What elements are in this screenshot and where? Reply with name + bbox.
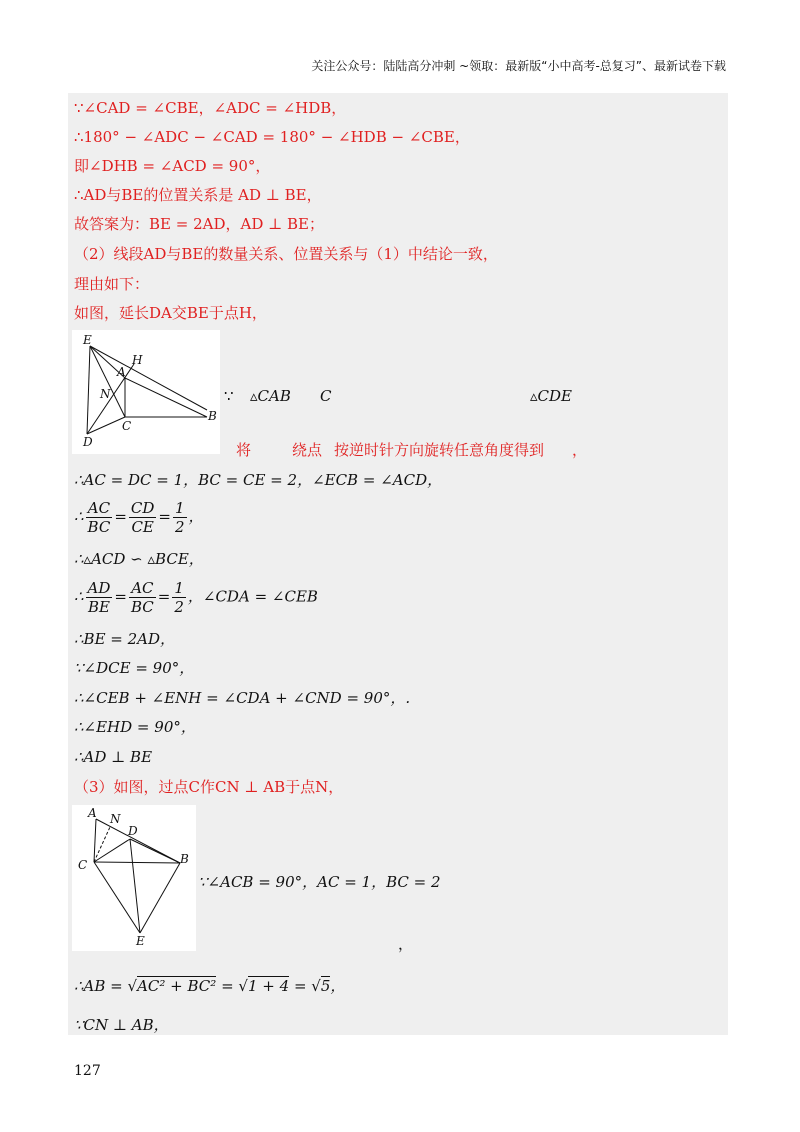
l23-suffix: ， [330, 977, 346, 995]
line-15: ∴BE = 2AD， [74, 630, 176, 648]
line-23: ∴AB = √AC² + BC² = √1 + 4 = √5， [74, 977, 346, 995]
l14-frac-3-den: 2 [174, 598, 184, 616]
fig2-label-N: N [110, 812, 121, 826]
line-24: ∵CN ⊥ AB， [74, 1016, 169, 1034]
line-18: ∴∠EHD = 90°， [74, 718, 196, 736]
fig2-label-E: E [136, 934, 145, 948]
l14-prefix: ∴ [74, 587, 84, 606]
line-3: 即∠DHB = ∠ACD = 90°， [74, 157, 271, 175]
l12-frac-1 [86, 499, 113, 536]
line-5: 故答案为：BE = 2AD，AD ⊥ BE； [74, 215, 324, 233]
fig2-label-D: D [128, 824, 138, 838]
l12-frac-2 [129, 499, 157, 536]
line-10-d: ， [572, 441, 588, 459]
l14-frac-3-num: 1 [174, 579, 184, 597]
line-9-triangle-cde: ▵CDE [530, 387, 572, 405]
line-6: （2）线段AD与BE的数量关系、位置关系与（1）中结论一致， [74, 245, 498, 263]
l14-eq-1: = [114, 587, 127, 606]
l23-radicand-1: AC² + BC² [137, 977, 217, 995]
line-1: ∵∠CAD = ∠CBE，∠ADC = ∠HDB， [74, 99, 347, 117]
fig1-label-C: C [122, 419, 132, 433]
fig1-label-E: E [83, 333, 92, 347]
l14-frac-2-num: AC [129, 579, 156, 598]
line-21: ∵∠ACB = 90°，AC = 1，BC = 2 [198, 873, 441, 891]
page-number: 127 [74, 1063, 101, 1079]
line-16: ∵∠DCE = 90°， [74, 659, 195, 677]
line-2: ∴180° − ∠ADC − ∠CAD = 180° − ∠HDB − ∠CBE， [74, 128, 470, 146]
line-22: ， [398, 935, 414, 953]
fig2-label-C: C [78, 858, 88, 872]
l14-frac-2-den: BC [130, 598, 154, 616]
l14-frac-1-den: BE [87, 598, 110, 616]
l14-frac-2 [129, 579, 156, 616]
l12-frac-2-den: CE [131, 518, 154, 536]
l14-eq-2: = [157, 587, 171, 606]
l23-prefix: ∴AB = [74, 977, 128, 995]
l14-frac-1-num: AD [87, 579, 111, 597]
l23-eq-1: = [216, 977, 239, 995]
fig2-label-A: A [88, 806, 97, 820]
page-header: 关注公众号：陆陆高分冲刺 ~领取：最新版“小中高考-总复习”、最新试卷下载 [311, 59, 726, 73]
l12-frac-3-den: 2 [175, 518, 185, 536]
line-9-point-c: C [320, 387, 332, 405]
l14-frac-1 [86, 579, 113, 616]
l12-frac-1-num: AC [86, 499, 113, 518]
line-9-because: ∵ [224, 387, 234, 405]
l12-eq-1: = [114, 507, 127, 526]
line-17: ∴∠CEB + ∠ENH = ∠CDA + ∠CND = 90°，. [74, 689, 411, 707]
l12-suffix: ， [188, 507, 204, 526]
line-11: ∴AC = DC = 1，BC = CE = 2，∠ECB = ∠ACD， [74, 471, 443, 489]
line-12 [74, 499, 204, 536]
figure-1 [72, 330, 220, 454]
fig1-label-A: A [117, 365, 126, 379]
line-10-a: 将 [236, 441, 252, 459]
l12-eq-2: = [158, 507, 171, 526]
line-14 [74, 579, 318, 616]
l12-frac-3 [173, 499, 187, 536]
fig1-label-B: B [208, 409, 217, 423]
l12-prefix: ∴ [74, 507, 84, 526]
fig2-label-B: B [180, 852, 189, 866]
line-4: ∴AD与BE的位置关系是 AD ⊥ BE， [74, 186, 322, 204]
l23-radicand-2: 1 + 4 [247, 977, 290, 995]
l14-suffix: ，∠CDA = ∠CEB [187, 587, 318, 606]
line-20: （3）如图，过点C作CN ⊥ AB于点N， [74, 778, 344, 796]
line-19: ∴AD ⊥ BE [74, 748, 153, 766]
figure-2 [72, 805, 196, 951]
l14-frac-3 [172, 579, 186, 616]
line-13: ∴▵ACD ∽ ▵BCE， [74, 550, 204, 568]
l12-frac-2-num: CD [130, 499, 155, 517]
fig1-label-H: H [132, 353, 143, 367]
line-8: 如图，延长DA交BE于点H， [74, 304, 267, 322]
l12-frac-1-den: BC [87, 518, 111, 536]
line-7: 理由如下： [74, 275, 150, 293]
line-10-b: 绕点 [292, 441, 323, 459]
line-10-c: 按逆时针方向旋转任意角度得到 [334, 441, 545, 459]
line-9-triangle-cab: ▵CAB [250, 387, 291, 405]
l23-radicand-3: 5 [320, 977, 331, 995]
l12-frac-3-num: 1 [175, 499, 185, 517]
fig1-label-D: D [83, 435, 93, 449]
fig1-label-N: N [100, 387, 111, 401]
l23-eq-2: = [289, 977, 312, 995]
